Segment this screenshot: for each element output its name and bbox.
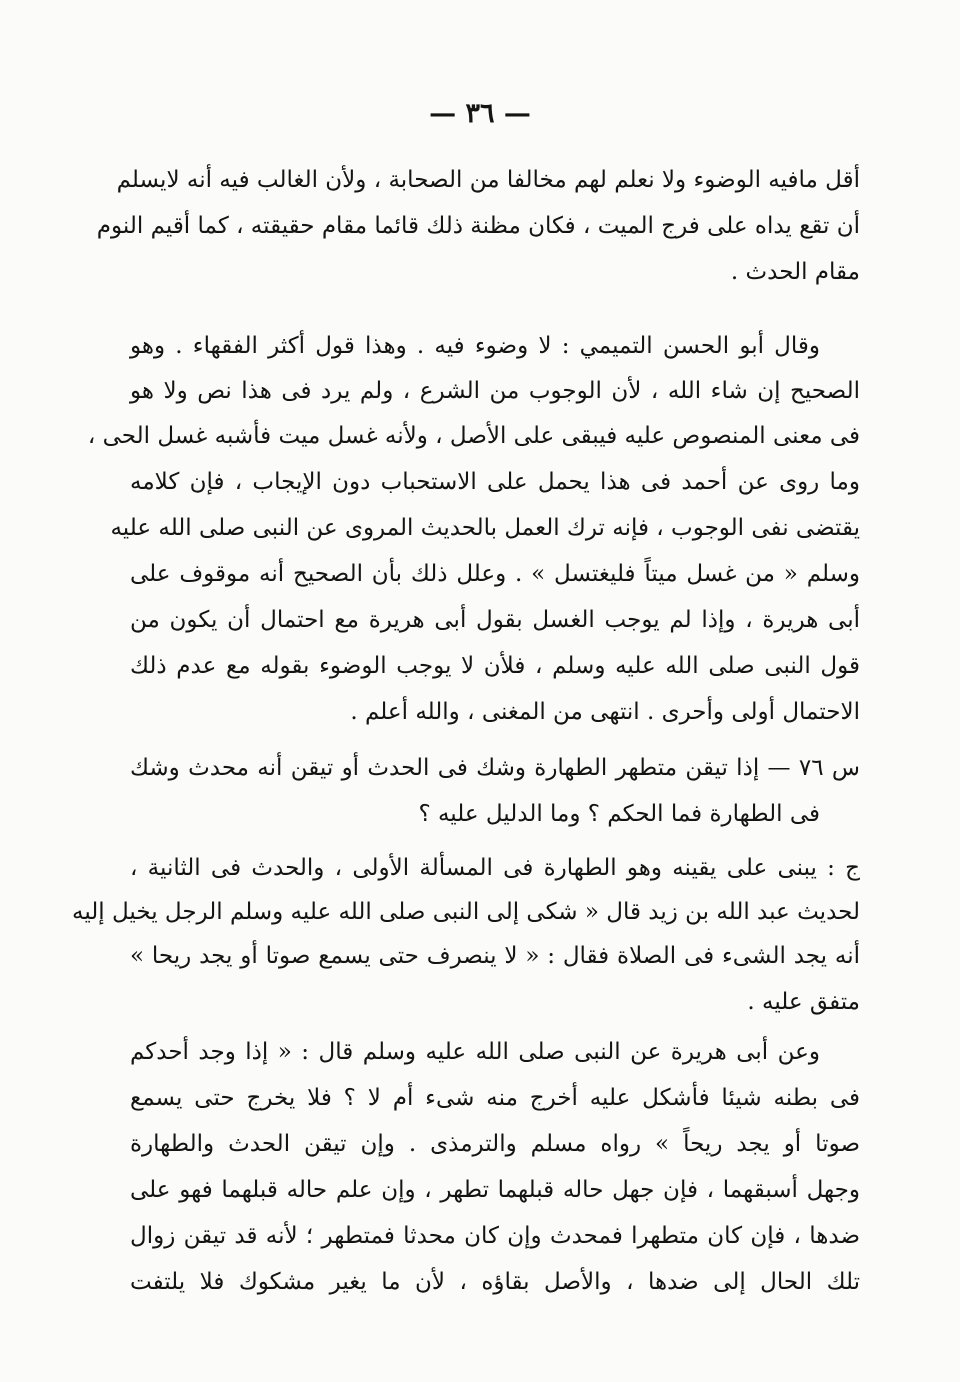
text-line: متفق عليه . (747, 989, 860, 1015)
text-line: وما روى عن أحمد فى هذا يحمل على الاستحباب دون الإيجاب ، فإن كلامه (130, 469, 860, 495)
text-line: فى بطنه شيئا فأشكل عليه أخرج منه شىء أم لا ؟ فلا يخرج حتى يسمع (130, 1085, 860, 1111)
text-line: يقتضى نفى الوجوب ، فإنه ترك العمل بالحديث المروى عن النبى صلى الله عليه (110, 515, 860, 541)
text-line: وعن أبى هريرة عن النبى صلى الله عليه وسلم قال : « إذا وجد أحدكم (130, 1039, 820, 1065)
text-line: الاحتمال أولى وأحرى . انتهى من المغنى ، والله أعلم . (350, 699, 860, 725)
text-line: الصحيح إن شاء الله ، لأن الوجوب من الشرع ، ولم يرد فى هذا نص ولا هو (130, 378, 860, 404)
text-line: أنه يجد الشىء فى الصلاة فقال : « لا ينصرف حتى يسمع صوتا أو يجد ريحا » (130, 943, 860, 969)
text-line: لحديث عبد الله بن زيد قال « شكى إلى النبى صلى الله عليه وسلم الرجل يخيل إليه (72, 899, 860, 925)
text-line: وجهل أسبقهما ، فإن جهل حاله قبلهما تطهر ، وإن علم حاله قبلهما فهو على (130, 1177, 860, 1203)
text-line: ضدها ، فإن كان متطهرا فمحدث وإن كان محدثا فمتطهر ؛ لأنه قد تيقن زوال (130, 1223, 860, 1249)
text-line: وسلم « من غسل ميتاً فليغتسل » . وعلل ذلك بأن الصحيح أنه موقوف على (130, 561, 860, 587)
text-line: فى معنى المنصوص عليه فيبقى على الأصل ، ولأنه غسل ميت فأشبه غسل الحى ، (87, 423, 860, 449)
text-line: أبى هريرة ، وإذا لم يوجب الغسل بقول أبى هريرة مع احتمال أن يكون من (130, 607, 860, 633)
text-line: مقام الحدث . (730, 259, 860, 285)
text-line: س ٧٦ — إذا تيقن متطهر الطهارة وشك فى الحدث أو تيقن أنه محدث وشك (130, 755, 860, 781)
text-line: صوتا أو يجد ريحاً » رواه مسلم والترمذى . وإن تيقن الحدث والطهارة (130, 1131, 860, 1157)
text-line: وقال أبو الحسن التميمي : لا وضوء فيه . وهذا قول أكثر الفقهاء . وهو (130, 333, 820, 359)
text-line: ج : يبنى على يقينه وهو الطهارة فى المسألة الأولى ، والحدث فى الثانية ، (130, 855, 860, 881)
text-line: قول النبى صلى الله عليه وسلم ، فلأن لا يوجب الوضوء بقوله مع عدم ذلك (130, 653, 860, 679)
text-line: أن تقع يداه على فرج الميت ، فكان مظنة ذلك قائما مقام حقيقته ، كما أقيم النوم (96, 213, 860, 239)
text-line: تلك الحال إلى ضدها ، والأصل بقاؤه ، لأن ما يغير مشكوك فلا يلتفت (130, 1269, 860, 1295)
text-line: فى الطهارة فما الحكم ؟ وما الدليل عليه ؟ (418, 801, 820, 827)
page-number: — ٣٦ — (429, 98, 531, 129)
text-line: أقل مافيه الوضوء ولا نعلم لهم مخالفا من الصحابة ، ولأن الغالب فيه أنه لايسلم (116, 167, 860, 193)
